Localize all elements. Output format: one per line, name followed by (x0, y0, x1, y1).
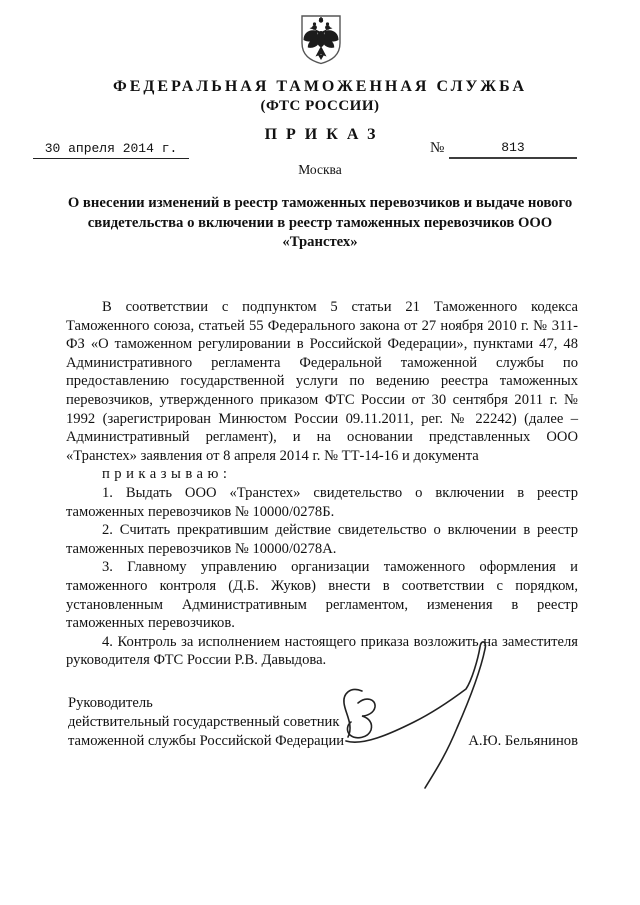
order-item-2: 2. Считать прекратившим действие свидетельство о включении в реестр таможенных перевозчиков № 10000/0278А. (66, 522, 578, 557)
issue-city: Москва (298, 162, 342, 177)
order-item-1: 1. Выдать ООО «Транстех» свидетельство о включении в реестр таможенных перевозчиков № 10000/0278Б. (66, 484, 578, 520)
order-item-3: 3. Главному управлению организации таможенного оформления и таможенного контроля (Д.Б. Жуков) внести в соответствии с порядком, установленным Административным регламентом, изменения в реестр таможенных перевозчиков. (66, 559, 578, 632)
coat-of-arms-icon (298, 14, 344, 66)
number-sign-label: № (430, 140, 445, 156)
order-item-4: 4. Контроль за исполнением настоящего приказа возложить на заместителя руководителя ФТС России Р.В. Давыдова. (66, 633, 578, 669)
agency-abbreviation: (ФТС РОССИИ) (260, 98, 380, 114)
decree-word: приказываю: (102, 466, 232, 483)
position-line-3: таможенной службы Российской Федерации (68, 733, 345, 749)
order-title: О внесении изменений в реестр таможенных перевозчиков и выдаче нового свидетельства о включении в реестр таможенных перевозчиков ООО «Транстех» (67, 195, 573, 250)
signatory-name: А.Ю. Бельянинов (468, 733, 578, 749)
order-date-field: 30 апреля 2014 г. (33, 141, 189, 159)
document-type-heading: ПРИКАЗ (264, 126, 385, 143)
position-line-2: действительный государственный советник (68, 714, 340, 730)
signatory-position (68, 694, 344, 751)
position-line-1: Руководитель (68, 695, 153, 711)
signature-block (68, 694, 578, 751)
agency-name: ФЕДЕРАЛЬНАЯ ТАМОЖЕННАЯ СЛУЖБА (112, 78, 528, 95)
intro-paragraph: В соответствии с подпунктом 5 статьи 21 Таможенного кодекса Таможенного союза, статьей 55 Федерального закона от 27 ноября 2010 г. № 311-ФЗ «О таможенном регулировании в Российской Федерации», пунктами 47, 48 Административного регламента Федеральной таможенной службы по предоставлению государственной услуги по ведению реестра таможенных перевозчиков, утвержденного приказом ФТС России от 30 сентября 2011 г. № 1992 (зарегистрирован Минюстом России 09.11.2011, рег. № 22242) (далее – Административный регламент), и на основании представленных ООО «Транстех» заявления от 8 апреля 2014 г. № ТТ-14-16 и документа (66, 299, 578, 464)
order-number-field: 813 (449, 140, 577, 159)
order-body (66, 298, 578, 670)
